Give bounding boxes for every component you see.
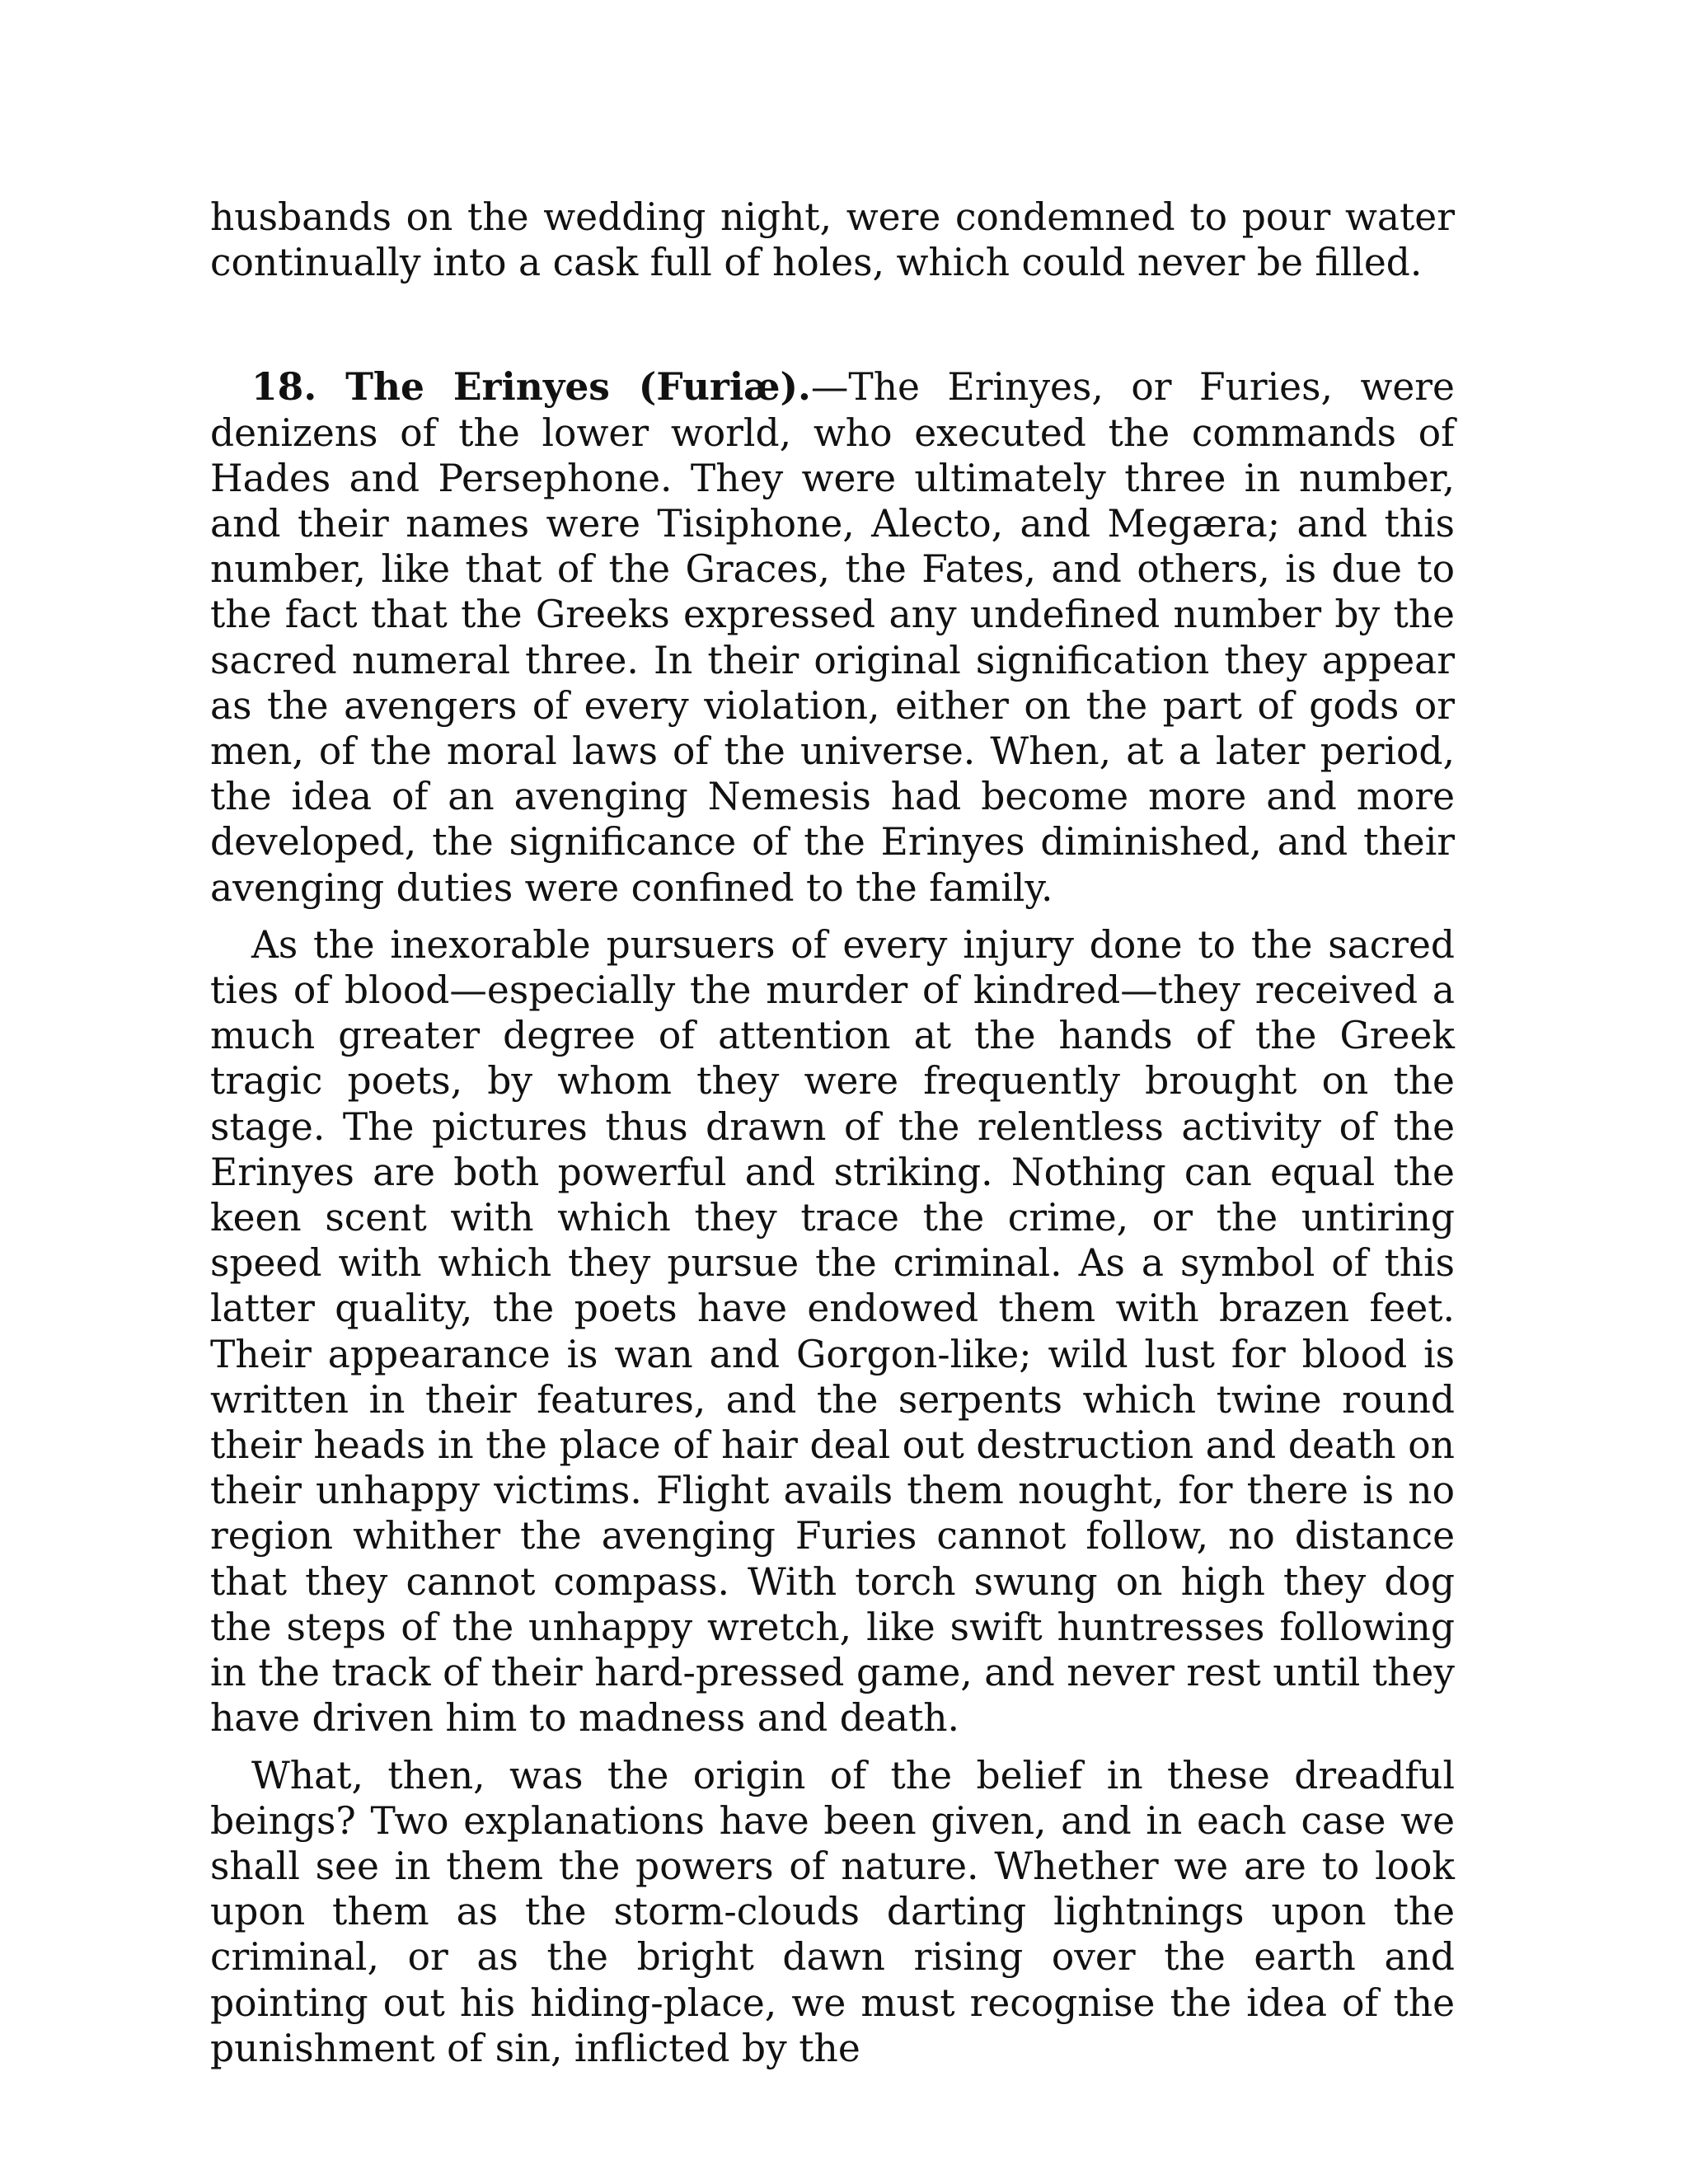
paragraph-body-2: As the inexorable pursuers of every injury done to the sacred ties of blood—especially the murder of kindred—they received a much greater degree of attention at the hands of the Greek tragic poets, by whom they were frequently brought on the stage. The pictures thus drawn of the relentless activity of the Erinyes are both powerful and striking. Nothing can equal the keen scent with which they trace the crime, or the untiring speed with which they pursue the criminal. As a symbol of this latter quality, the poets have endowed them with brazen feet. Their appearance is wan and Gorgon-like; wild lust for blood is written in their features, and the serpents which twine round their heads in the place of hair deal out destruction and death on their unhappy victims. Flight avails them nought, for there is no region whither the avenging Furies cannot follow, no distance that they cannot compass. With torch swung on high they dog the steps of the unhappy wretch, like swift huntresses following in the track of their hard-pressed game, and never rest until they have driven him to madness and death. bbox=[210, 922, 1455, 1741]
paragraph-body-3: What, then, was the origin of the belief in these dreadful beings? Two explanations have been given, and in each case we shall see in them the powers of nature. Whether we are to look upon them as the storm-clouds darting lightnings upon the criminal, or as the bright dawn rising over the earth and pointing out his hiding-place, we must recognise the idea of the punishment of sin, inflicted by the bbox=[210, 1753, 1455, 2070]
section-body-text: —The Erinyes, or Furies, were denizens of the lower world, who executed the commands of Hades and Persephone. They were ultimately three in number, and their names were Tisiphone, Alecto, and Megæra; and this number, like that of the Graces, the Fates, and others, is due to the fact that the Greeks expressed any undefined number by the sacred numeral three. In their original signification they appear as the avengers of every violation, either on the part of gods or men, of the moral laws of the universe. When, at a later period, the idea of an avenging Nemesis had become more and more developed, the significance of the Erinyes diminished, and their avenging duties were confined to the family. bbox=[210, 365, 1455, 910]
paragraph-continuation: husbands on the wedding night, were condemned to pour water continually into a cask full of holes, which could never be filled. bbox=[210, 195, 1455, 285]
page-text bbox=[210, 194, 1455, 2071]
section-heading: 18. The Erinyes (Furiæ). bbox=[251, 364, 811, 410]
paragraph-section-18 bbox=[210, 364, 1455, 910]
